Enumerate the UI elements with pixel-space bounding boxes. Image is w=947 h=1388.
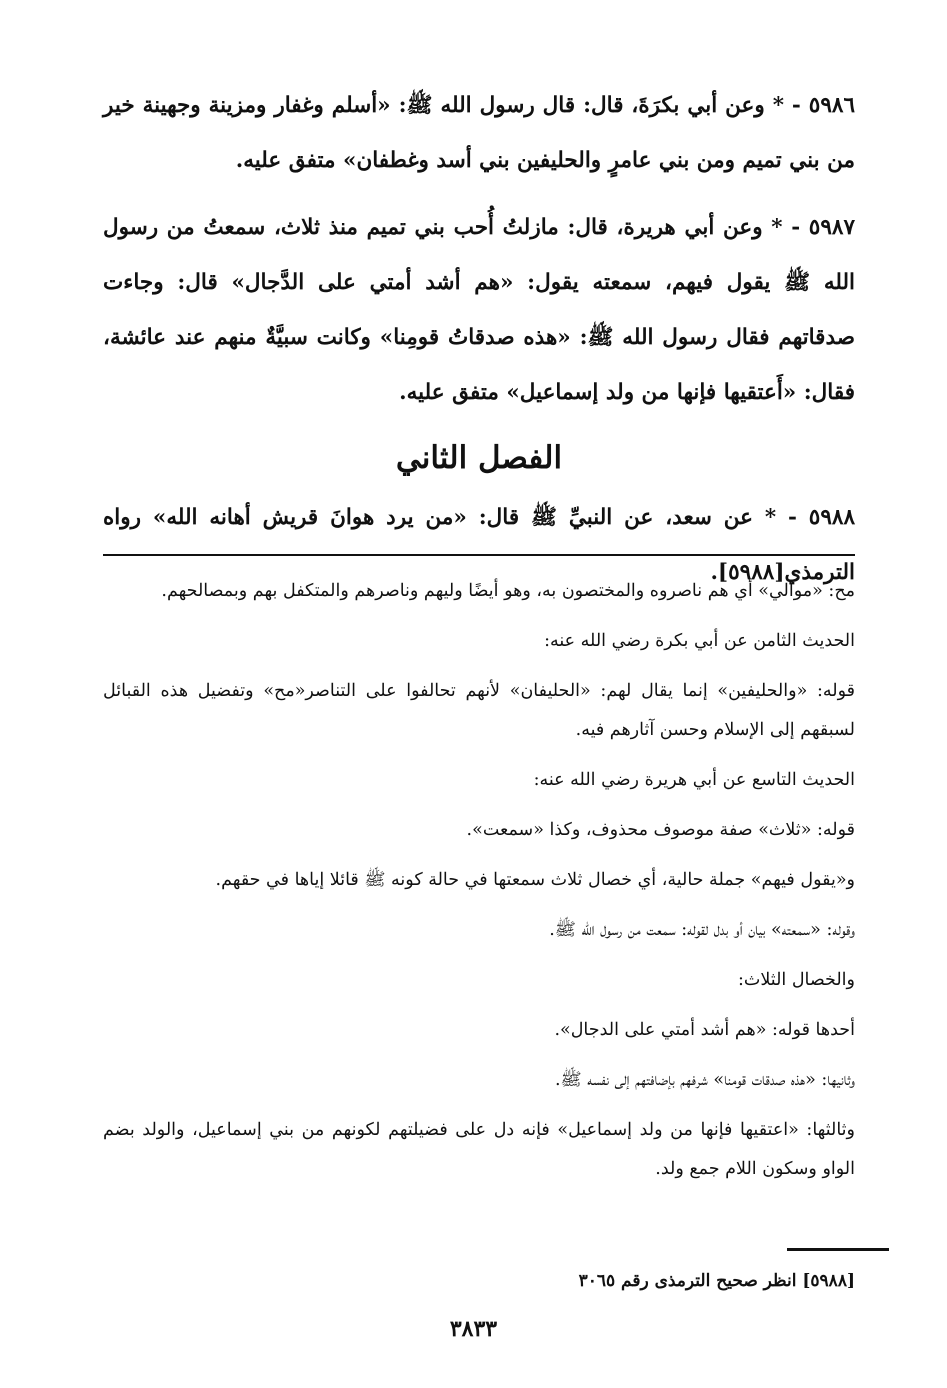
commentary-paragraph: مح: «موالي» أي هم ناصروه والمختصون به، وهو أيضًا وليهم وناصرهم والمتكفل بهم وبمصالحهم. bbox=[161, 581, 855, 601]
commentary-paragraph: قوله: «والحليفين» إنما يقال لهم: «الحليفان» لأنهم تحالفوا على التناصر«مح» وتفضيل هذه القبائل لسبقهم إلى الإسلام وحسن آثارهم فيه. bbox=[103, 681, 855, 740]
commentary-paragraph: وقوله: «سمعته» بيان أو بدل لقوله: سمعت من رسول الله ﷺ. bbox=[549, 920, 855, 940]
page-number: ٣٨٣٣ bbox=[449, 1316, 498, 1342]
commentary-paragraph: وثانيها: «هذه صدقات قومنا» شرفهم بإضافتهم إلى نفسه ﷺ. bbox=[554, 1070, 855, 1090]
hadith-5988: ٥٩٨٨ - * عن سعد، عن النبيِّ ﷺ قال: «من يرد هوانَ قريش أهانه الله» رواه الترمذي[٥٩٨٨]. bbox=[103, 505, 855, 585]
footnote: [٥٩٨٨] انظر صحيح الترمذى رقم ٣٠٦٥ bbox=[578, 1271, 855, 1291]
commentary-section bbox=[103, 572, 855, 1200]
hadith-5986: ٥٩٨٦ - * وعن أبي بكرَةَ، قال: قال رسول الله ﷺ: «أسلم وغفار ومزينة وجهينة خير من بني تميم ومن بني عامرٍ والحليفين بني أسد وغطفان» متفق عليه. bbox=[103, 93, 855, 173]
footnote-separator bbox=[787, 1248, 889, 1251]
hadith-main-text bbox=[103, 78, 855, 612]
commentary-paragraph: قوله: «ثلاث» صفة موصوف محذوف، وكذا «سمعت». bbox=[466, 820, 855, 840]
commentary-paragraph: الحديث الثامن عن أبي بكرة رضي الله عنه: bbox=[544, 631, 855, 651]
commentary-paragraph: الحديث التاسع عن أبي هريرة رضي الله عنه: bbox=[533, 770, 855, 790]
commentary-paragraph: أحدها قوله: «هم أشد أمتي على الدجال». bbox=[554, 1020, 855, 1040]
commentary-paragraph: و«يقول فيهم» جملة حالية، أي خصال ثلاث سمعتها في حالة كونه ﷺ قائلا إياها في حقهم. bbox=[215, 870, 855, 890]
hadith-5987: ٥٩٨٧ - * وعن أبي هريرة، قال: مازلتُ أُحب بني تميم منذ ثلاث، سمعتُ من رسول الله ﷺ يقول فيهم، سمعته يقول: «هم أشد أمتي على الدَّجال» قال: وجاءت صدقاتهم فقال رسول الله ﷺ: «هذه صدقاتُ قومِنا» وكانت سبيَّةٌ منهم عند عائشة، فقال: «أَعتقيها فإنها من ولد إسماعيل» متفق عليه. bbox=[103, 215, 855, 405]
section-heading: الفصل الثاني bbox=[395, 440, 563, 476]
commentary-paragraph: وثالثها: «اعتقيها فإنها من ولد إسماعيل» فإنه دل على فضيلتهم لكونهم من بني إسماعيل، والولد بضم الواو وسكون اللام جمع ولد. bbox=[103, 1120, 855, 1179]
separator-line bbox=[103, 554, 855, 556]
commentary-paragraph: والخصال الثلاث: bbox=[737, 970, 855, 990]
